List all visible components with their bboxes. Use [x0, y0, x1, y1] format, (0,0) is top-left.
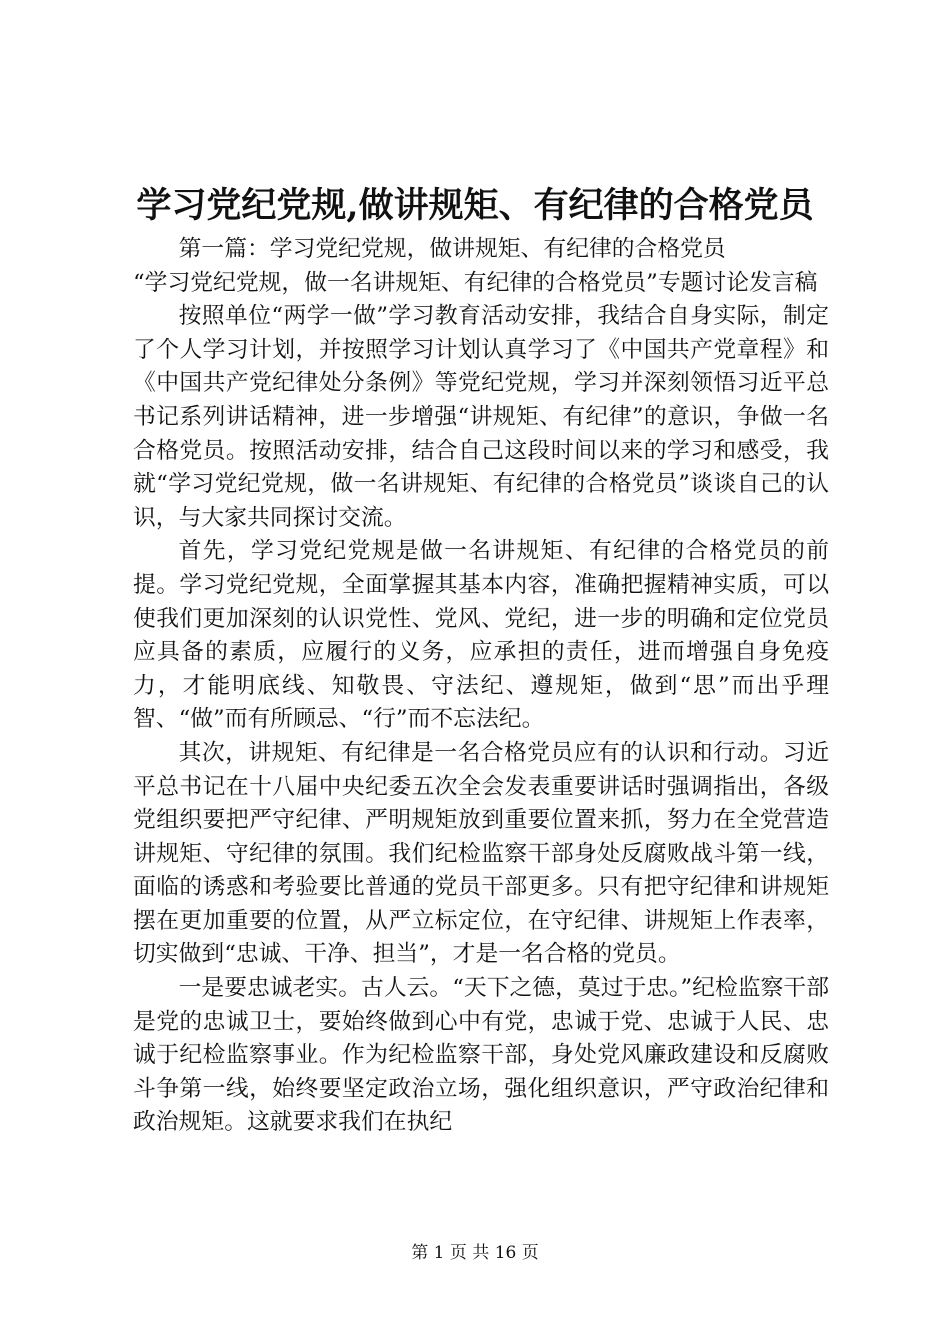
page-number-footer: 第 1 页 共 16 页 [411, 1243, 539, 1263]
paragraph: 按照单位“两学一做”学习教育活动安排，我结合自身实际，制定了个人学习计划，并按照学习计划认真学习了《中国共产党章程》和《中国共产党纪律处分条例》等党纪党规，学习并深刻领悟习近平总书记系列讲话精神，进一步增强“讲规矩、有纪律”的意识，争做一名合格党员。按照活动安排，结合自己这段时间以来的学习和感受，我就“学习党纪党规，做一名讲规矩、有纪律的合格党员”谈谈自己的认识，与大家共同探讨交流。 [133, 303, 829, 531]
paragraph: 首先，学习党纪党规是做一名讲规矩、有纪律的合格党员的前提。学习党纪党规，全面掌握其基本内容，准确把握精神实质，可以使我们更加深刻的认识党性、党风、党纪，进一步的明确和定位党员应具备的素质，应履行的义务，应承担的责任，进而增强自身免疫力，才能明底线、知敬畏、守法纪、遵规矩，做到“思”而出乎理智、“做”而有所顾忌、“行”而不忘法纪。 [133, 538, 829, 733]
paragraph-subtitle: “学习党纪党规，做一名讲规矩、有纪律的合格党员”专题讨论发言稿 [133, 269, 818, 296]
document-title: 学习党纪党规,做讲规矩、有纪律的合格党员 [136, 185, 814, 226]
paragraph: 一是要忠诚老实。古人云。“天下之德，莫过于忠。”纪检监察干部是党的忠诚卫士，要始终做到心中有党，忠诚于党、忠诚于人民、忠诚于纪检监察事业。作为纪检监察干部，身处党风廉政建设和反腐败斗争第一线，始终要坚定政治立场，强化组织意识，严守政治纪律和政治规矩。这就要求我们在执纪 [133, 975, 829, 1136]
paragraph-heading: 第一篇：学习党纪党规，做讲规矩、有纪律的合格党员 [178, 236, 726, 262]
document-body [133, 233, 829, 1140]
paragraph: 其次，讲规矩、有纪律是一名合格党员应有的认识和行动。习近平总书记在十八届中央纪委五次全会发表重要讲话时强调指出，各级党组织要把严守纪律、严明规矩放到重要位置来抓，努力在全党营造讲规矩、守纪律的氛围。我们纪检监察干部身处反腐败战斗第一线，面临的诱惑和考验要比普通的党员干部更多。只有把守纪律和讲规矩摆在更加重要的位置，从严立标定位，在守纪律、讲规矩上作表率，切实做到“忠诚、干净、担当”，才是一名合格的党员。 [133, 739, 829, 968]
